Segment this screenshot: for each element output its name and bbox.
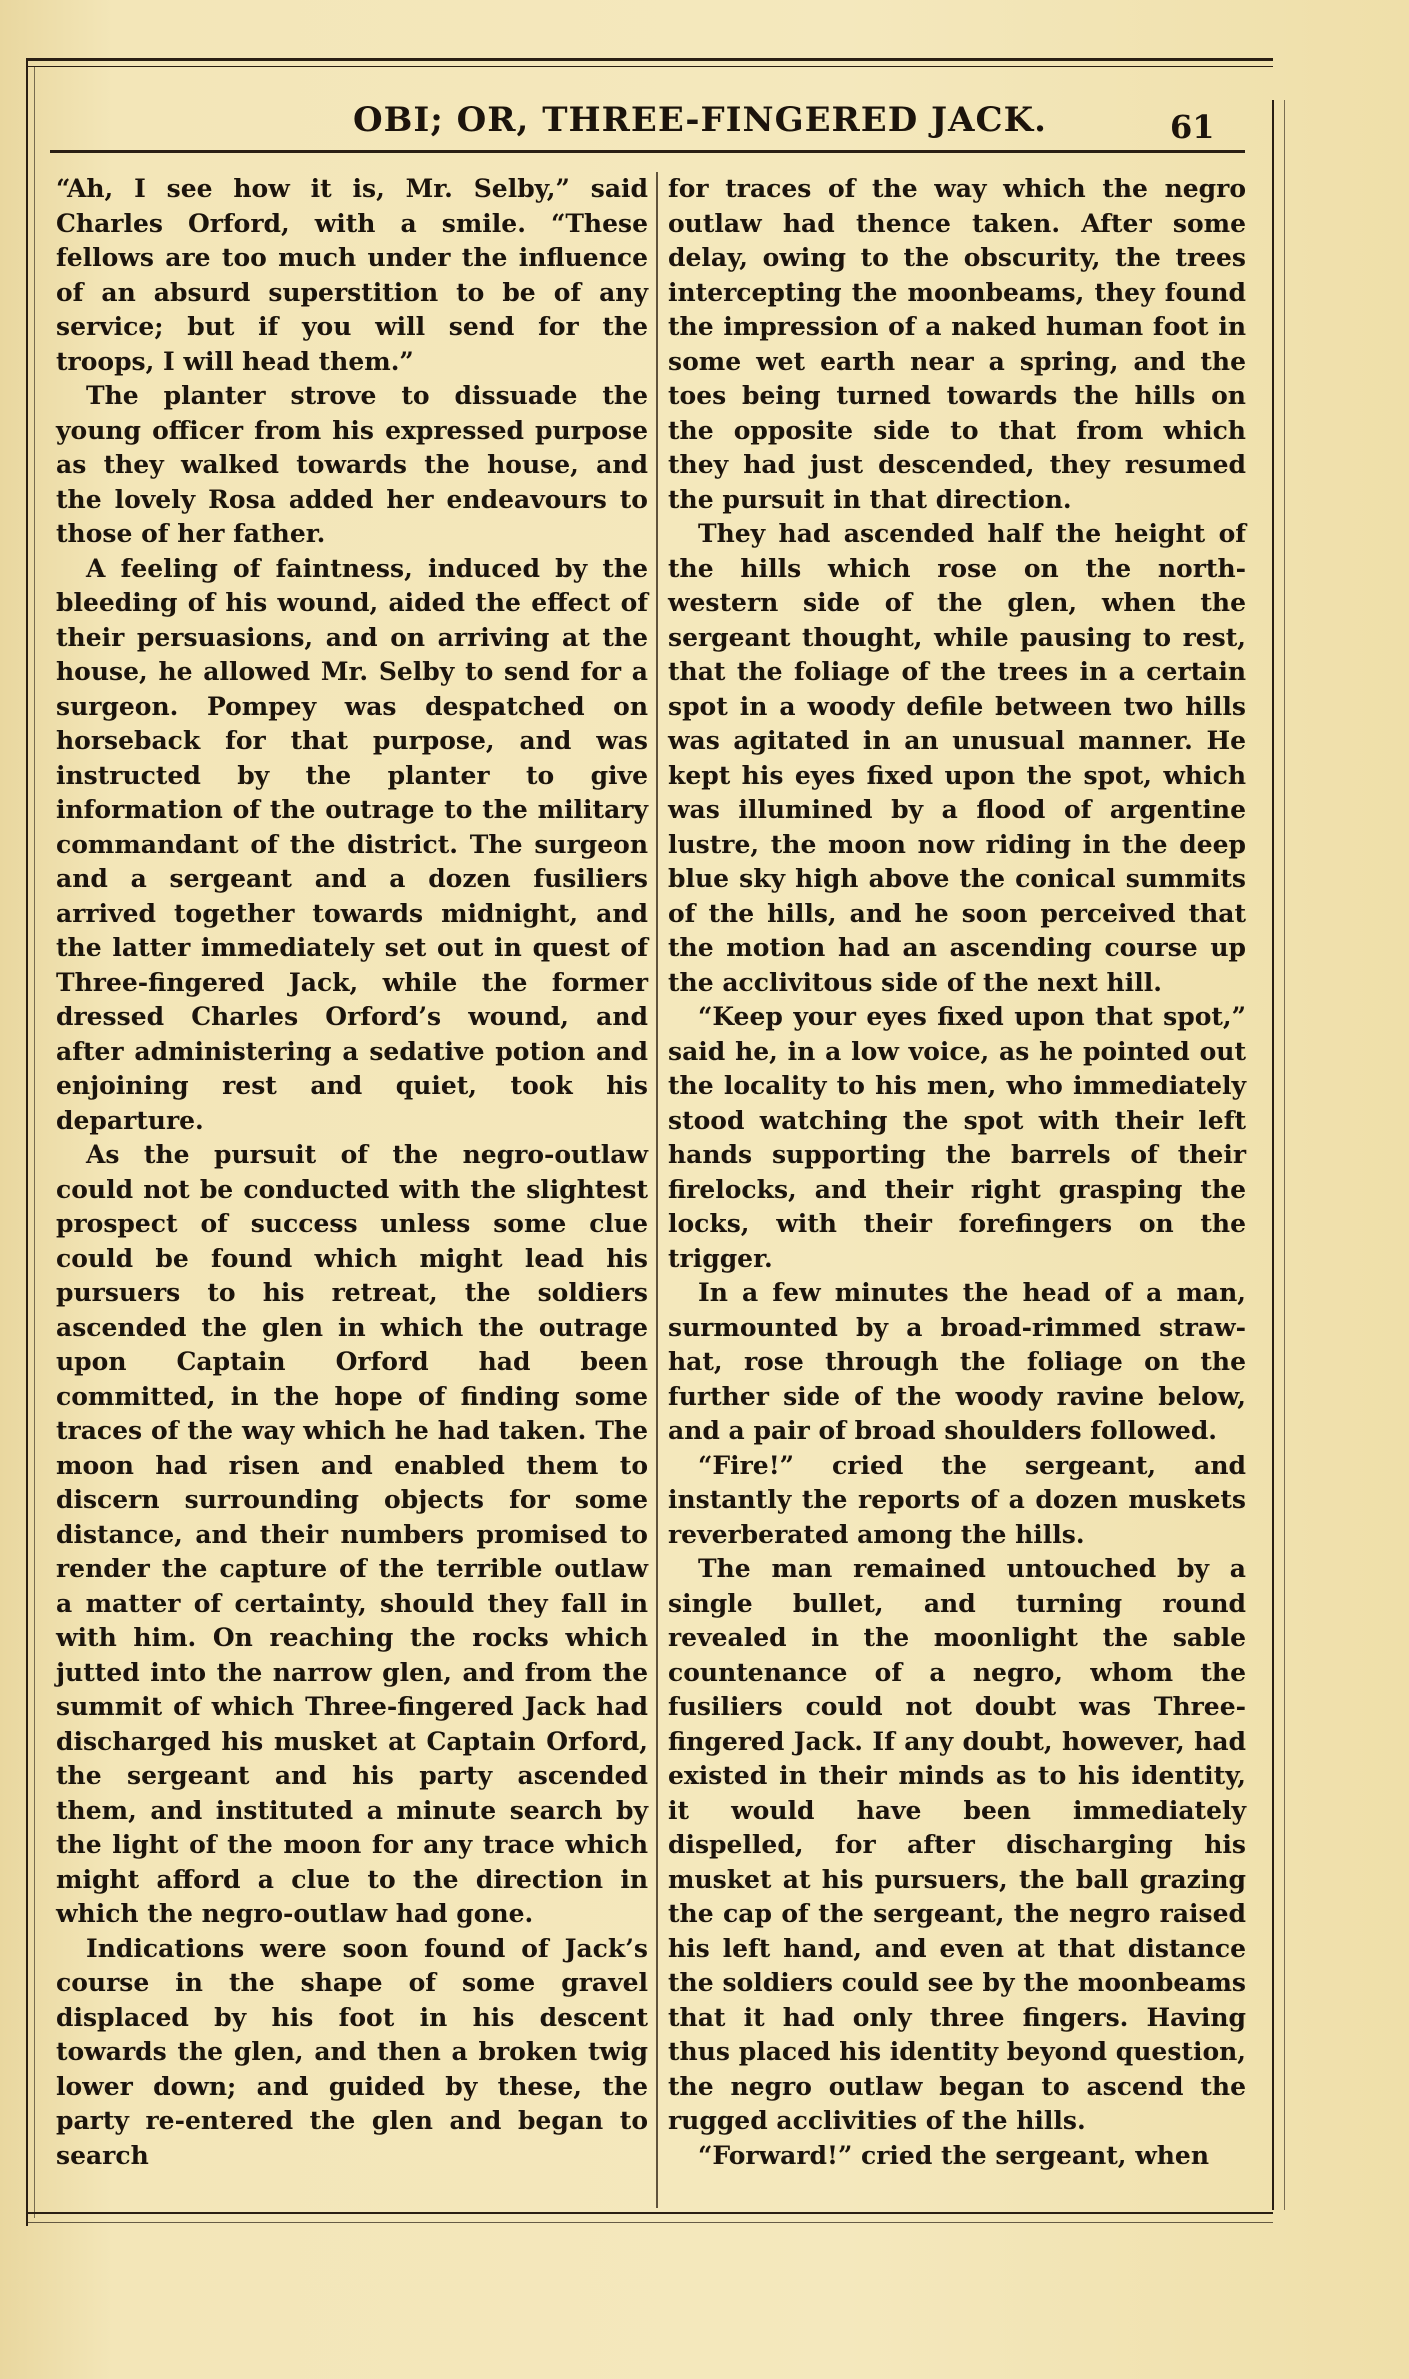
paragraph: for traces of the way which the negro outlaw had thence taken. After some delay, owing to the obscurity, the trees intercepting the moonbeams, they found the impression of a naked human foot in some wet earth near a spring, and the toes being turned towards the hills on the opposite side to that from which they had just descended, they resumed the pursuit in that direction.: [668, 174, 1246, 514]
paragraph: The man remained untouched by a single bullet, and turning round revealed in the moonlight the sable countenance of a negro, whom the fusiliers could not doubt was Three-fingered Jack. If any doubt, however, had existed in their minds as to his identity, it would have been immediately dispelled, for after discharging his musket at his pursuers, the ball grazing the cap of the sergeant, the negro raised his left hand, and even at that distance the soldiers could see by the moonbeams that it had only three fingers. Having thus placed his identity beyond question, the negro outlaw began to ascend the rugged acclivities of the hills.: [668, 1554, 1246, 2135]
running-title: OBI; OR, THREE-FINGERED JACK.: [353, 100, 1047, 140]
paragraph: A feeling of faintness, induced by the bleeding of his wound, aided the effect of their persuasions, and on arriving at the house, he allowed Mr. Selby to send for a surgeon. Pompey was despatched on horseback for that purpose, and was instructed by the planter to give information of the outrage to the military commandant of the district. The surgeon and a sergeant and a dozen fusiliers arrived together towards midnight, and the latter immediately set out in quest of Three-fingered Jack, while the former dressed Charles Orford’s wound, and after administering a sedative potion and enjoining rest and quiet, took his departure.: [56, 553, 648, 1135]
bottom-rule-thin: [28, 2222, 1273, 2223]
right-frame-line-outer: [1284, 100, 1285, 2210]
paragraph: “Ah, I see how it is, Mr. Selby,” said Charles Orford, with a smile. “These fellows are too much under the influence of an absurd superstition to be of any service; but if you will send for the troops, I will head them.”: [56, 174, 648, 376]
top-rule: [28, 58, 1273, 61]
top-rule-thin: [28, 66, 1273, 67]
header-rule: [50, 150, 1245, 153]
paragraph: “Forward!” cried the sergeant, when: [698, 2140, 1209, 2170]
page-number: 61: [1170, 108, 1215, 146]
paragraph: “Fire!” cried the sergeant, and instantly the reports of a dozen muskets reverberated among the hills.: [668, 1450, 1246, 1549]
paragraph: The planter strove to dissuade the young officer from his expressed purpose as they walked towards the house, and the lovely Rosa added her endeavours to those of her father.: [56, 381, 648, 548]
right-column: [668, 172, 1246, 2173]
paragraph: In a few minutes the head of a man, surmounted by a broad-rimmed straw-hat, rose through the foliage on the further side of the woody ravine below, and a pair of broad shoulders followed.: [668, 1278, 1246, 1445]
right-frame-line: [1272, 100, 1274, 2210]
bottom-rule: [28, 2212, 1273, 2214]
left-column: [56, 172, 648, 2173]
left-frame-line-inner: [34, 66, 35, 2218]
column-divider: [656, 172, 658, 2208]
left-frame-line: [26, 58, 28, 2226]
paragraph: Indications were soon found of Jack’s course in the shape of some gravel displaced by his foot in his descent towards the glen, and then a broken twig lower down; and guided by these, the party re-entered the glen and began to search: [56, 1933, 648, 2170]
paragraph: “Keep your eyes fixed upon that spot,” said he, in a low voice, as he pointed out the locality to his men, who immediately stood watching the spot with their left hands supporting the barrels of their firelocks, and their right grasping the locks, with their forefingers on the trigger.: [668, 1002, 1246, 1273]
paragraph: As the pursuit of the negro-outlaw could not be conducted with the slightest prospect of success unless some clue could be found which might lead his pursuers to his retreat, the soldiers ascended the glen in which the outrage upon Captain Orford had been committed, in the hope of finding some traces of the way which he had taken. The moon had risen and enabled them to discern surrounding objects for some distance, and their numbers promised to render the capture of the terrible outlaw a matter of certainty, should they fall in with him. On reaching the rocks which jutted into the narrow glen, and from the summit of which Three-fingered Jack had discharged his musket at Captain Orford, the sergeant and his party ascended them, and instituted a minute search by the light of the moon for any trace which might afford a clue to the direction in which the negro-outlaw had gone.: [56, 1140, 648, 1928]
paragraph: They had ascended half the height of the hills which rose on the north-western side of the glen, when the sergeant thought, while pausing to rest, that the foliage of the trees in a certain spot in a woody defile between two hills was agitated in an unusual manner. He kept his eyes fixed upon the spot, which was illumined by a flood of argentine lustre, the moon now riding in the deep blue sky high above the conical summits of the hills, and he soon perceived that the motion had an ascending course up the acclivitous side of the next hill.: [668, 519, 1246, 997]
